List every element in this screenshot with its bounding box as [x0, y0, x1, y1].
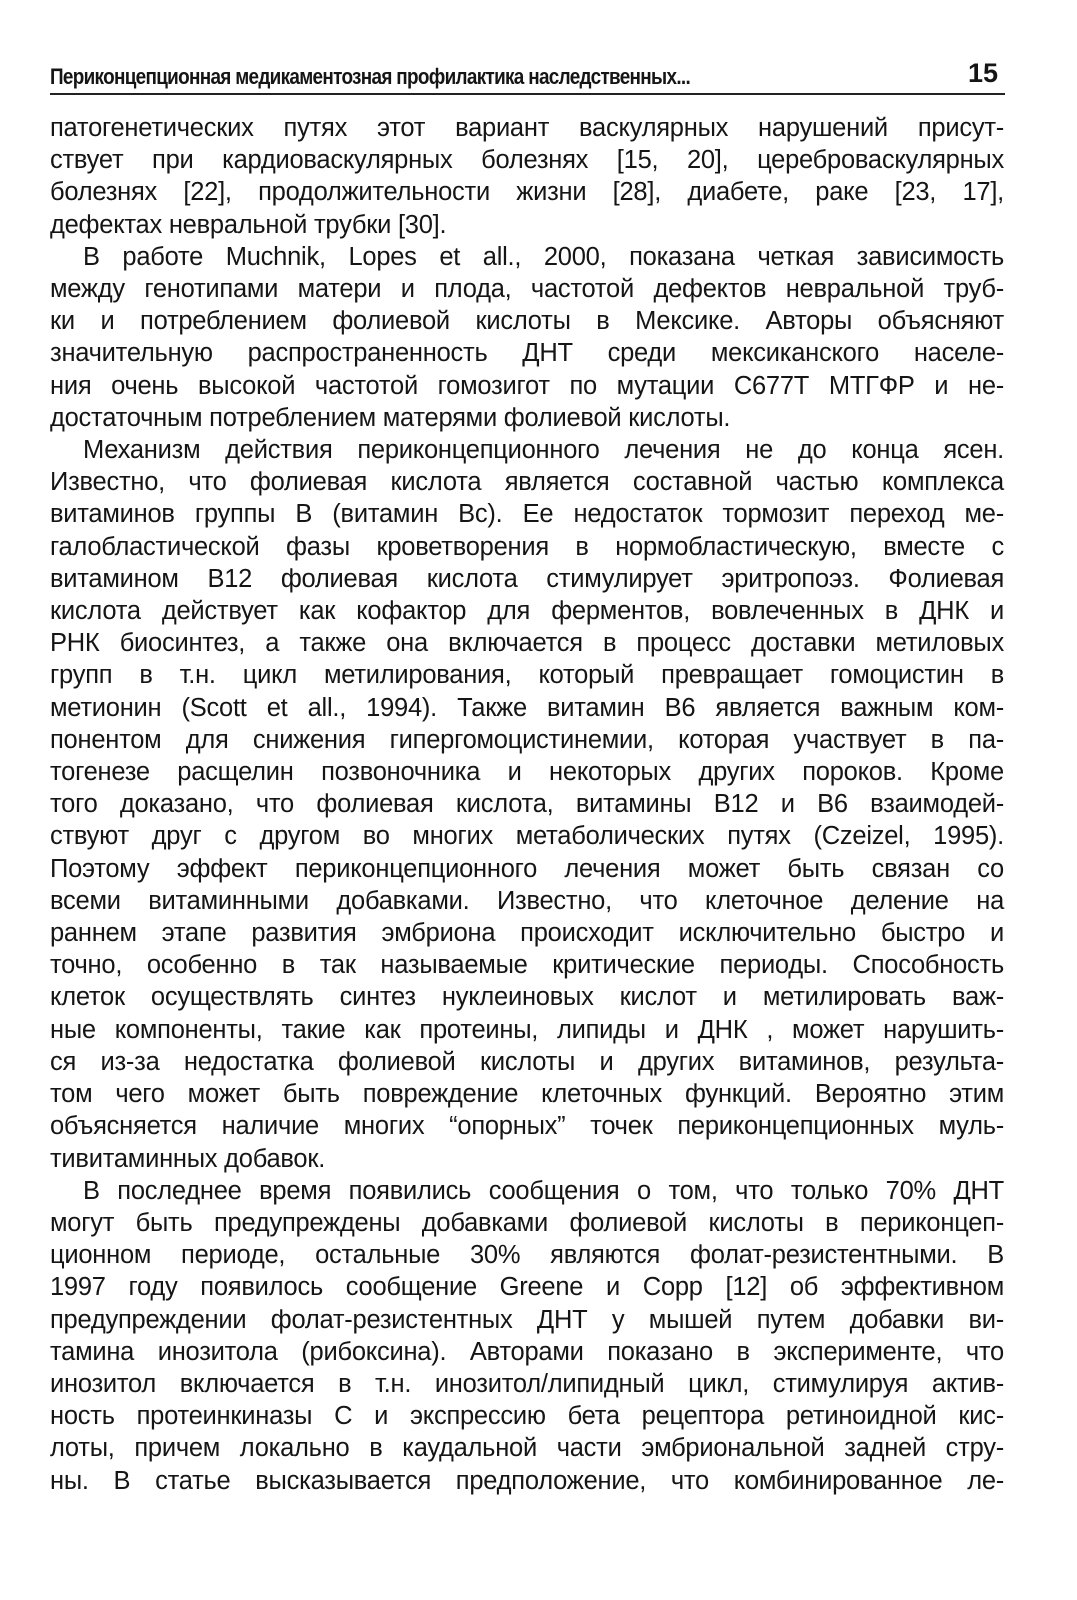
text-line: витамином В12 фолиевая кислота стимулирует эритропоэз. Фолиевая [50, 564, 1004, 593]
text-line: клеток осуществлять синтез нуклеиновых кислот и метилировать важ- [50, 983, 1004, 1012]
text-line: болезнях [22], продолжительности жизни [28], диабете, раке [23, 17], [50, 178, 1004, 207]
page-number: 15 [967, 58, 998, 88]
text-line: ционном периоде, остальные 30% являются фолат-резистентными. В [50, 1241, 1004, 1270]
text-line: РНК биосинтез, а также она включается в процесс доставки метиловых [50, 629, 1004, 658]
text-line: Известно, что фолиевая кислота является составной частью комплекса [50, 468, 1004, 497]
text-line: предупреждении фолат-резистентных ДНТ у мышей путем добавки ви- [50, 1305, 1004, 1334]
text-line: ки и потреблением фолиевой кислоты в Мексике. Авторы объясняют [50, 307, 1004, 336]
text-line: значительную распространенность ДНТ среди мексиканского населе- [50, 339, 1004, 368]
text-line: том чего может быть повреждение клеточных функций. Вероятно этим [50, 1080, 1004, 1109]
text-line: групп в т.н. цикл метилирования, который превращает гомоцистин в [50, 661, 1004, 690]
running-head [50, 58, 1012, 98]
paragraph-1 [50, 112, 1004, 241]
text-line: В работе Muchnik, Lopes et all., 2000, показана четкая зависимость [83, 242, 1004, 271]
text-line: достаточным потреблением матерями фолиевой кислоты. [50, 403, 731, 432]
text-line: дефектах невральной трубки [30]. [50, 210, 447, 239]
text-line: ся из-за недостатка фолиевой кислоты и других витаминов, результа- [50, 1047, 1004, 1076]
text-line: ствуют друг с другом во многих метаболических путях (Czeizel, 1995). [50, 822, 1004, 851]
text-line: патогенетических путях этот вариант васкулярных нарушений присут- [50, 114, 1004, 142]
text-line: ность протеинкиназы С и экспрессию бета рецептора ретиноидной кис- [50, 1402, 1004, 1431]
text-line: Поэтому эффект периконцепционного лечения может быть связан со [50, 854, 1004, 883]
text-line: между генотипами матери и плода, частотой дефектов невральной труб- [50, 275, 1004, 304]
text-line: В последнее время появились сообщения о том, что только 70% ДНТ [83, 1176, 1004, 1205]
text-line: понентом для снижения гипергомоцистинемии, которая участвует в па- [50, 725, 1004, 754]
running-title: Периконцепционная медикаментозная профилактика наследственных... [50, 64, 691, 89]
text-line: всеми витаминными добавками. Известно, что клеточное деление на [50, 886, 1004, 915]
text-line: тогенезе расщелин позвоночника и некоторых других пороков. Кроме [50, 758, 1004, 787]
text-line: тивитаминных добавок. [50, 1144, 326, 1173]
header-rule [50, 93, 1005, 95]
text-line: объясняется наличие многих “опорных” точек периконцепционных муль- [50, 1112, 1004, 1141]
text-line: могут быть предупреждены добавками фолиевой кислоты в периконцеп- [50, 1208, 1004, 1237]
text-line: ны. В статье высказывается предположение, что комбинированное ле- [50, 1466, 1004, 1495]
paragraph-2 [50, 241, 1004, 434]
text-line: галобластической фазы кроветворения в нормобластическую, вместе с [50, 532, 1004, 561]
text-line: ствует при кардиоваскулярных болезнях [15, 20], цереброваскулярных [50, 146, 1004, 175]
text-line: того доказано, что фолиевая кислота, витамины В12 и В6 взаимодей- [50, 790, 1004, 819]
body-text [50, 112, 1004, 1497]
text-line: Механизм действия периконцепционного лечения не до конца ясен. [83, 436, 1004, 465]
paragraph-4 [50, 1175, 1004, 1497]
text-line: раннем этапе развития эмбриона происходит исключительно быстро и [50, 919, 1004, 948]
text-line: инозитол включается в т.н. инозитол/липидный цикл, стимулируя актив- [50, 1369, 1004, 1398]
paragraph-3 [50, 434, 1004, 1175]
text-line: витаминов группы В (витамин Вс). Ее недостаток тормозит переход ме- [50, 500, 1004, 529]
text-line: тамина инозитола (рибоксина). Авторами показано в эксперименте, что [50, 1337, 1004, 1366]
text-line: 1997 году появилось сообщение Greene и Copp [12] об эффективном [50, 1273, 1004, 1302]
text-line: лоты, причем локально в каудальной части эмбриональной задней стру- [50, 1434, 1004, 1463]
text-line: ные компоненты, такие как протеины, липиды и ДНК , может нарушить- [50, 1015, 1004, 1044]
text-line: точно, особенно в так называемые критические периоды. Способность [50, 951, 1004, 980]
text-line: метионин (Scott et all., 1994). Также витамин В6 является важным ком- [50, 693, 1004, 722]
text-line: кислота действует как кофактор для ферментов, вовлеченных в ДНК и [50, 597, 1004, 626]
text-line: ния очень высокой частотой гомозигот по мутации С677Т МТГФР и не- [50, 371, 1004, 400]
